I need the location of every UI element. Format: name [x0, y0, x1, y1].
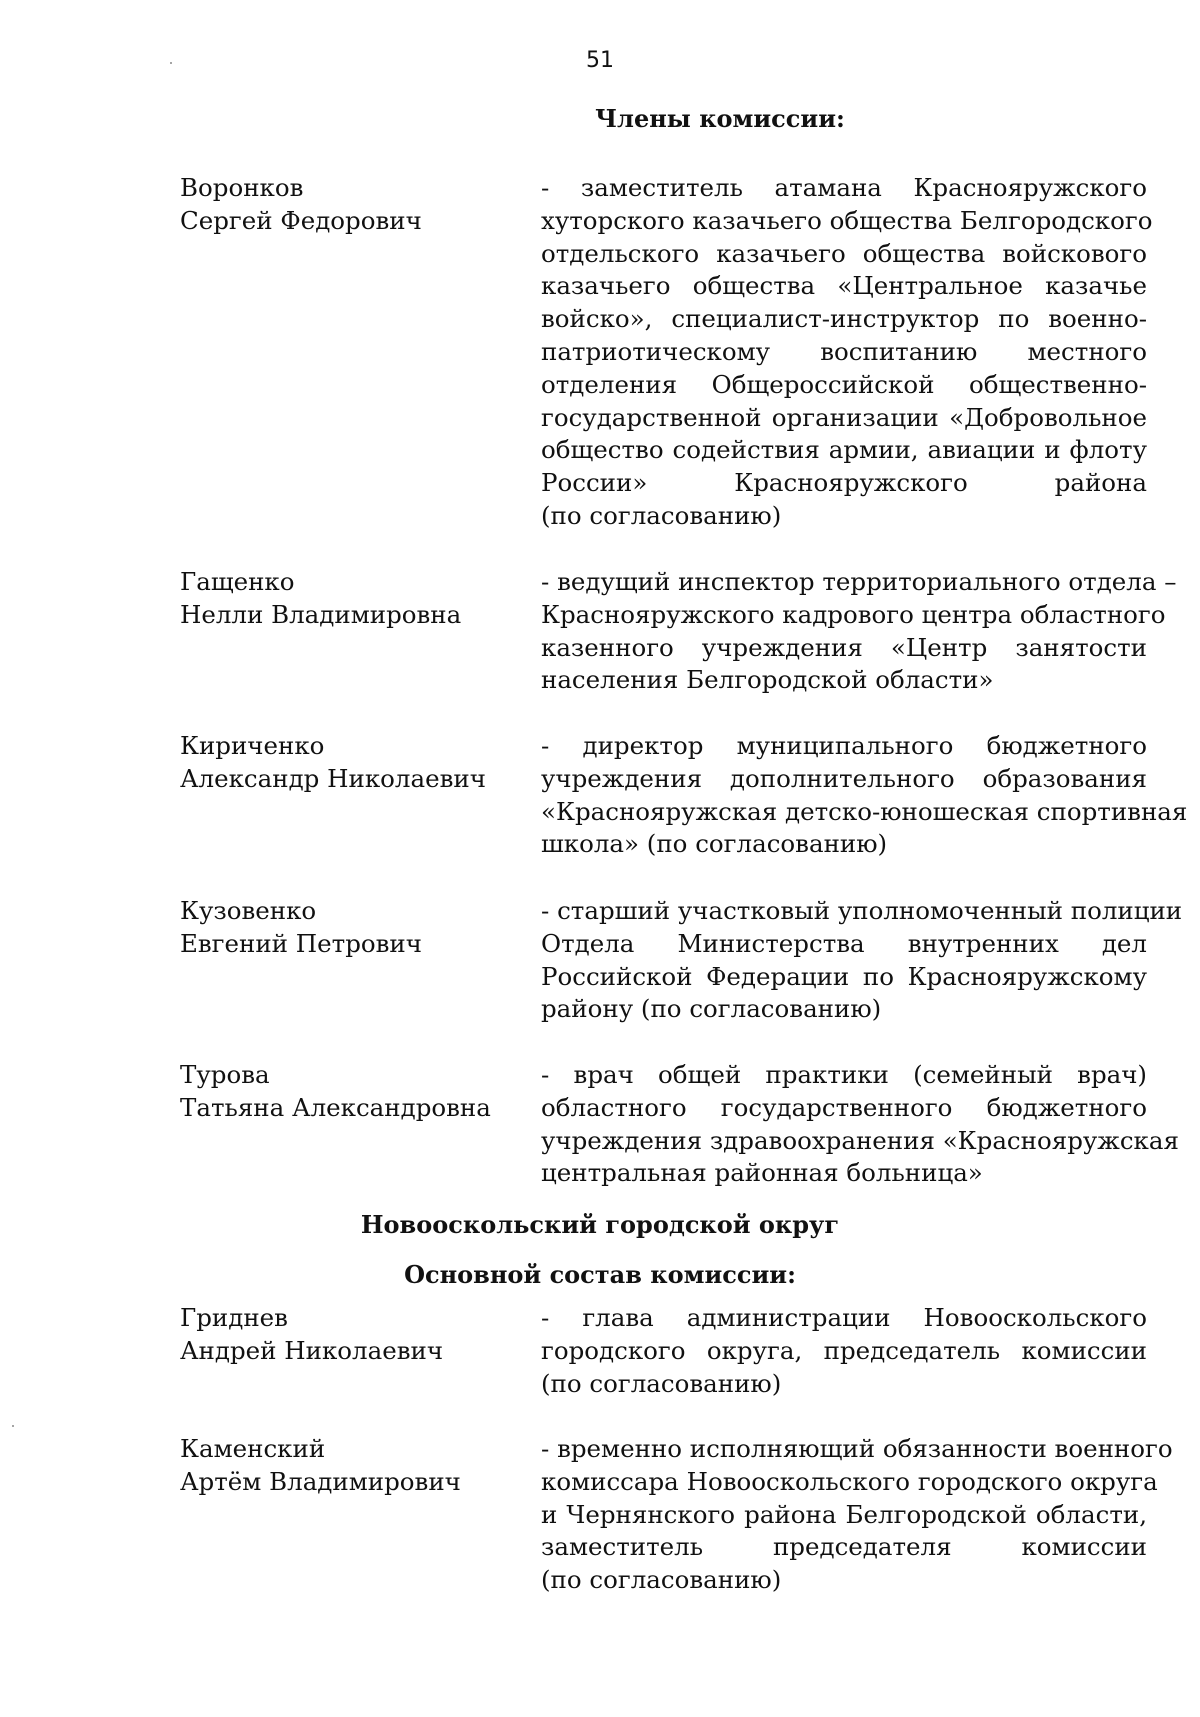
- role-line: казачьего общества «Центральное казачье: [541, 271, 1147, 301]
- role-line: - старший участковый уполномоченный полиции: [541, 896, 1183, 925]
- role-line: отдельского казачьего общества войскового: [541, 238, 1147, 268]
- member-surname: Каменский: [180, 1434, 326, 1463]
- member-given-name: Татьяна Александровна: [180, 1092, 491, 1122]
- role-line: государственной организации «Добровольное: [541, 402, 1147, 432]
- role-line: России» Краснояружского района: [541, 468, 1147, 498]
- role-line: центральная районная больница»: [541, 1158, 983, 1188]
- member-role: [541, 730, 1188, 861]
- role-line: (по согласованию): [541, 1565, 782, 1595]
- role-line: патриотическому воспитанию местного: [541, 336, 1147, 366]
- role-line: Отдела Министерства внутренних дел: [541, 928, 1147, 958]
- member-name: [180, 1059, 520, 1125]
- member-role: [541, 895, 1183, 1026]
- member-given-name: Евгений Петрович: [180, 928, 422, 958]
- member-name: [180, 172, 520, 238]
- role-line: населения Белгородской области»: [541, 665, 994, 695]
- role-line: школа» (по согласованию): [541, 829, 888, 859]
- member-surname: Воронков: [180, 173, 304, 202]
- member-name: [180, 1433, 520, 1499]
- page-number: 51: [586, 48, 614, 73]
- role-line: - временно исполняющий обязанности военного: [541, 1434, 1173, 1463]
- member-role: [541, 1302, 1147, 1400]
- role-line: комиссара Новооскольского городского округа: [541, 1466, 1158, 1496]
- member-surname: Гриднев: [180, 1303, 288, 1332]
- role-line: городского округа, председатель комиссии: [541, 1335, 1147, 1365]
- member-role: [541, 1433, 1173, 1597]
- role-line: войско», специалист-инструктор по военно-: [541, 304, 1147, 334]
- member-given-name: Нелли Владимировна: [180, 599, 462, 629]
- role-line: - заместитель атамана Краснояружского: [541, 173, 1147, 202]
- scan-speck: [12, 1425, 14, 1427]
- role-line: отделения Общероссийской общественно-: [541, 369, 1147, 399]
- member-name: [180, 895, 520, 961]
- scan-speck: [170, 62, 172, 64]
- member-name: [180, 730, 520, 796]
- member-role: [541, 566, 1177, 697]
- member-given-name: Александр Николаевич: [180, 763, 486, 793]
- role-line: областного государственного бюджетного: [541, 1092, 1147, 1122]
- member-name: [180, 566, 520, 632]
- members-heading: Члены комиссии:: [595, 104, 845, 133]
- role-line: - врач общей практики (семейный врач): [541, 1060, 1147, 1089]
- role-line: (по согласованию): [541, 500, 782, 530]
- role-line: - глава администрации Новооскольского: [541, 1303, 1147, 1332]
- member-name: [180, 1302, 520, 1368]
- member-surname: Кириченко: [180, 731, 325, 760]
- role-line: Краснояружского кадрового центра областного: [541, 599, 1166, 629]
- district-heading: Новооскольский городской округ: [360, 1210, 840, 1239]
- role-line: заместитель председателя комиссии: [541, 1532, 1147, 1562]
- role-line: хуторского казачьего общества Белгородского: [541, 205, 1153, 235]
- member-role: [541, 172, 1153, 533]
- member-surname: Турова: [180, 1060, 270, 1089]
- member-role: [541, 1059, 1179, 1190]
- role-line: (по согласованию): [541, 1368, 782, 1398]
- role-line: казенного учреждения «Центр занятости: [541, 632, 1147, 662]
- role-line: району (по согласованию): [541, 994, 882, 1024]
- member-given-name: Сергей Федорович: [180, 205, 422, 235]
- role-line: Российской Федерации по Краснояружскому: [541, 961, 1147, 991]
- role-line: - ведущий инспектор территориального отдела –: [541, 567, 1177, 596]
- member-surname: Гащенко: [180, 567, 295, 596]
- member-given-name: Артём Владимирович: [180, 1466, 461, 1496]
- main-composition-heading: Основной состав комиссии:: [404, 1260, 796, 1289]
- member-given-name: Андрей Николаевич: [180, 1335, 444, 1365]
- role-line: учреждения здравоохранения «Краснояружская: [541, 1125, 1179, 1155]
- member-surname: Кузовенко: [180, 896, 317, 925]
- role-line: учреждения дополнительного образования: [541, 763, 1147, 793]
- role-line: - директор муниципального бюджетного: [541, 731, 1147, 760]
- role-line: и Чернянского района Белгородской области,: [541, 1499, 1147, 1529]
- role-line: общество содействия армии, авиации и флоту: [541, 435, 1147, 465]
- role-line: «Краснояружская детско-юношеская спортивная: [541, 796, 1188, 826]
